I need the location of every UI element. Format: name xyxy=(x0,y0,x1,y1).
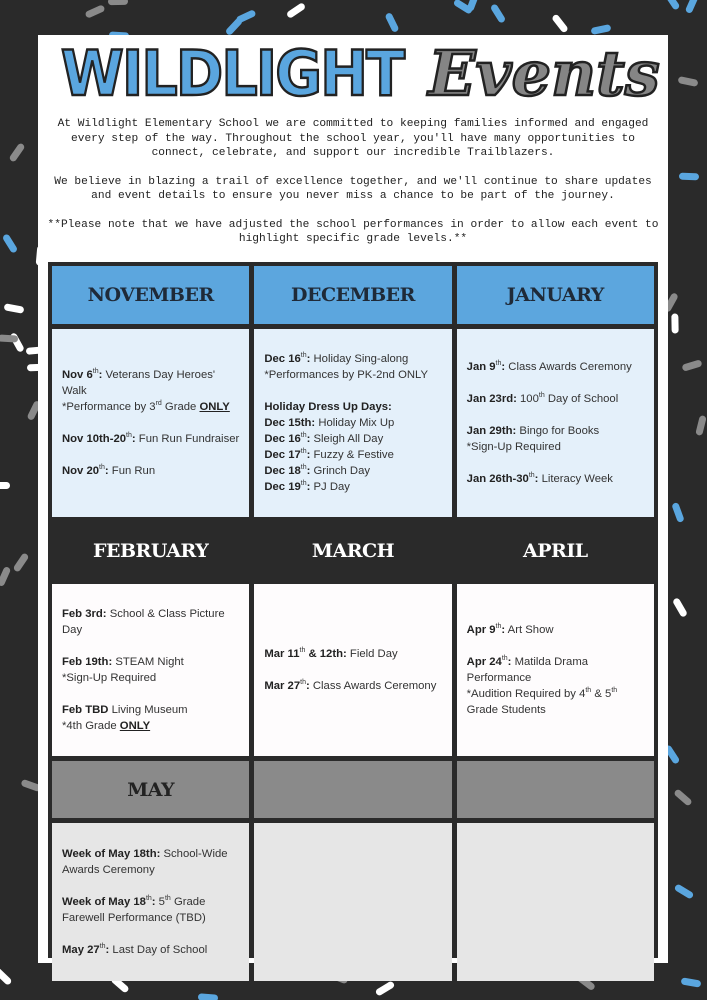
month-header: APRIL xyxy=(457,522,654,579)
event-item xyxy=(62,367,239,415)
event-text: th xyxy=(528,472,535,480)
event-date: Nov 10th-20 xyxy=(62,433,127,445)
event-line xyxy=(264,479,441,495)
event-line xyxy=(467,359,644,375)
event-item xyxy=(62,702,239,734)
month-events-cell xyxy=(254,823,451,981)
intro-paragraph: At Wildlight Elementary School we are committed to keeping families informed and engaged every step of the way. Throughout the school year, you'll have many opportunities to connect, celebrate, and support our incredible Trailblazers. xyxy=(57,118,649,159)
confetti-dash xyxy=(0,482,10,489)
event-text: th xyxy=(145,895,152,903)
title-wildlight: WILDLIGHT xyxy=(61,37,404,110)
event-text: Grinch Day xyxy=(310,465,371,477)
month-header xyxy=(457,761,654,818)
event-text: Fun Run Fundraiser xyxy=(135,433,240,445)
event-text: STEAM Night xyxy=(112,656,184,668)
event-text: Living Museum xyxy=(108,704,188,716)
month-events-cell xyxy=(254,329,451,517)
month-events-cell xyxy=(254,584,451,756)
confetti-dash xyxy=(0,967,12,986)
event-text: th xyxy=(585,687,592,695)
event-date: Dec 16 xyxy=(264,433,301,445)
month-header: MAY xyxy=(52,761,249,818)
event-line xyxy=(264,678,441,694)
event-text: Grade xyxy=(161,401,200,413)
event-text: th xyxy=(92,368,99,376)
event-date: : xyxy=(534,473,539,485)
event-line xyxy=(264,415,441,431)
confetti-dash xyxy=(84,4,105,19)
event-text: *Sign-Up Required xyxy=(62,672,157,684)
event-text: th xyxy=(300,480,307,488)
event-text: *Performances by PK-2nd ONLY xyxy=(264,369,428,381)
confetti-dash xyxy=(590,24,611,35)
event-text: th xyxy=(611,687,618,695)
event-date: Nov 6 xyxy=(62,369,93,381)
confetti-dash xyxy=(663,0,680,11)
event-line xyxy=(264,431,441,447)
event-text: School-Wide Awards Ceremony xyxy=(62,848,228,876)
event-date: : xyxy=(306,465,311,477)
event-text: th xyxy=(495,360,502,368)
month-events-cell xyxy=(52,584,249,756)
event-date: : xyxy=(306,481,311,493)
event-date: Week of May 18th: xyxy=(62,848,161,860)
page-title xyxy=(38,37,668,109)
event-line xyxy=(467,471,644,487)
confetti-dash xyxy=(0,565,11,586)
event-item xyxy=(62,606,239,638)
event-text: th xyxy=(164,895,171,903)
event-line xyxy=(467,439,644,455)
event-item xyxy=(264,678,441,694)
event-item xyxy=(467,622,644,638)
confetti-dash xyxy=(672,313,679,333)
event-text: School & Class Picture Day xyxy=(62,608,225,636)
confetti-dash xyxy=(490,3,507,24)
event-line xyxy=(264,463,441,479)
event-date: : xyxy=(98,369,103,381)
event-item xyxy=(264,399,441,495)
confetti-dash xyxy=(0,335,18,343)
confetti-dash xyxy=(695,415,707,436)
event-text: 100 xyxy=(516,393,539,405)
event-date: : xyxy=(151,896,156,908)
event-line xyxy=(62,431,239,447)
event-date: Feb 3rd: xyxy=(62,608,107,620)
event-item xyxy=(467,423,644,455)
event-text: th xyxy=(99,943,106,951)
event-line xyxy=(62,942,239,958)
month-events-cell xyxy=(457,329,654,517)
event-text: th xyxy=(300,352,307,360)
confetti-dash xyxy=(1,233,18,254)
event-line xyxy=(467,686,644,718)
event-line xyxy=(467,423,644,439)
event-line xyxy=(467,654,644,686)
month-header: MARCH xyxy=(254,522,451,579)
event-date: Jan 9 xyxy=(466,361,496,373)
event-date: & 12th: xyxy=(305,648,347,660)
confetti-dash xyxy=(236,9,257,24)
event-date: Dec 19 xyxy=(264,481,301,493)
event-text: th xyxy=(300,448,307,456)
event-date: May 27 xyxy=(62,944,100,956)
event-date: : xyxy=(105,944,110,956)
confetti-dash xyxy=(680,977,701,987)
event-text: th xyxy=(126,432,132,440)
event-text: th xyxy=(300,679,306,687)
event-date: Nov 20 xyxy=(62,465,100,477)
event-date: : xyxy=(131,433,136,445)
event-line xyxy=(264,367,441,383)
month-events-cell xyxy=(52,329,249,517)
event-date: Mar 11 xyxy=(264,648,300,660)
event-line xyxy=(62,670,239,686)
confetti-dash xyxy=(672,502,685,523)
event-text: th xyxy=(538,392,545,400)
event-text: Class Awards Ceremony xyxy=(309,680,437,692)
confetti-dash xyxy=(673,788,693,806)
confetti-dash xyxy=(108,0,128,5)
event-text: th xyxy=(300,432,307,440)
event-date: : xyxy=(306,449,311,461)
event-date: Jan 23rd: xyxy=(466,393,517,405)
event-line xyxy=(264,351,441,367)
event-line xyxy=(264,447,441,463)
event-text: Art Show xyxy=(505,624,554,636)
event-line xyxy=(62,894,239,926)
month-events-cell xyxy=(457,584,654,756)
event-date: : xyxy=(306,433,311,445)
event-text: Veterans Day Heroes' Walk xyxy=(62,369,216,397)
confetti-dash xyxy=(682,359,703,372)
confetti-dash xyxy=(9,143,26,163)
event-text: Last Day of School xyxy=(109,944,208,956)
event-text: Grade Farewell Performance (TBD) xyxy=(62,896,206,924)
event-date: Feb 19th: xyxy=(62,656,113,668)
event-date: Jan 29th: xyxy=(466,425,517,437)
event-text: ONLY xyxy=(199,401,230,413)
confetti-dash xyxy=(375,980,396,996)
month-header: DECEMBER xyxy=(254,266,451,324)
event-date: Feb TBD xyxy=(62,704,109,716)
event-date: Dec 15th: xyxy=(264,417,316,429)
event-date: : xyxy=(507,656,512,668)
event-date: : xyxy=(501,624,506,636)
event-line xyxy=(467,391,644,407)
event-text: Field Day xyxy=(346,648,398,660)
event-item xyxy=(467,471,644,487)
month-header: FEBRUARY xyxy=(52,522,249,579)
event-text: ONLY xyxy=(119,720,151,732)
confetti-dash xyxy=(685,0,700,14)
event-date: Apr 24 xyxy=(466,656,502,668)
event-line xyxy=(264,399,441,415)
confetti-dash xyxy=(672,597,688,618)
event-date: Jan 26th-30 xyxy=(466,473,529,485)
event-line xyxy=(62,606,239,638)
event-text: Literacy Week xyxy=(538,473,613,485)
event-line xyxy=(62,399,239,415)
event-date: : xyxy=(305,680,310,692)
event-text: 5 xyxy=(155,896,165,908)
event-item xyxy=(62,431,239,447)
event-text: *Performance by 3 xyxy=(62,401,156,413)
event-text: Holiday Mix Up xyxy=(315,417,395,429)
title-events: Events xyxy=(428,37,660,110)
event-line xyxy=(62,463,239,479)
event-date: : xyxy=(104,465,109,477)
confetti-dash xyxy=(12,552,29,572)
event-text: th xyxy=(300,464,307,472)
event-text: *Audition Required by 4 xyxy=(466,688,586,700)
event-line xyxy=(467,622,644,638)
month-events-cell xyxy=(457,823,654,981)
confetti-dash xyxy=(3,303,24,314)
event-date: Holiday Dress Up Days: xyxy=(264,401,392,413)
event-text: Grade Students xyxy=(466,704,546,716)
event-text: & 5 xyxy=(591,688,612,700)
event-date: Dec 17 xyxy=(264,449,301,461)
confetti-dash xyxy=(385,12,400,33)
event-text: Fuzzy & Festive xyxy=(310,449,394,461)
event-text: *Sign-Up Required xyxy=(466,441,561,453)
event-date: : xyxy=(501,361,506,373)
confetti-dash xyxy=(466,0,480,12)
event-text: th xyxy=(299,647,306,655)
intro-paragraph: We believe in blazing a trail of excellence together, and we'll continue to share updates and event details to ensure you never miss a chance to be part of the journey. xyxy=(54,175,652,202)
event-date: Mar 27 xyxy=(264,680,301,692)
event-text: th xyxy=(99,464,105,472)
event-item xyxy=(62,846,239,878)
confetti-dash xyxy=(674,884,695,900)
event-date: Dec 16 xyxy=(264,353,301,365)
event-line xyxy=(62,702,239,718)
event-line xyxy=(62,718,239,734)
confetti-dash xyxy=(679,172,699,180)
event-item xyxy=(62,463,239,479)
intro-text xyxy=(43,117,663,247)
event-date: Apr 9 xyxy=(466,624,496,636)
intro-note: **Please note that we have adjusted the school performances in order to allow each event to highlight specific grade levels.** xyxy=(47,218,659,245)
event-item xyxy=(264,351,441,383)
event-text: rd xyxy=(155,400,162,408)
event-item xyxy=(264,646,441,662)
event-item xyxy=(467,391,644,407)
event-text: Day of School xyxy=(544,393,619,405)
event-text: th xyxy=(495,623,502,631)
event-item xyxy=(62,654,239,686)
month-header: JANUARY xyxy=(457,266,654,324)
confetti-dash xyxy=(551,13,569,33)
event-date: Dec 18 xyxy=(264,465,301,477)
confetti-dash xyxy=(286,2,306,19)
event-text: Class Awards Ceremony xyxy=(505,361,632,373)
event-item xyxy=(467,359,644,375)
confetti-dash xyxy=(198,993,218,1000)
month-events-cell xyxy=(52,823,249,981)
event-text: th xyxy=(501,655,508,663)
event-line xyxy=(264,646,441,662)
event-item xyxy=(467,654,644,718)
event-text: Fun Run xyxy=(108,465,156,477)
event-text: PJ Day xyxy=(310,481,350,493)
event-text: Matilda Drama Performance xyxy=(466,656,589,684)
event-line xyxy=(62,367,239,399)
event-text: Holiday Sing-along xyxy=(310,353,409,365)
month-header xyxy=(254,761,451,818)
event-line xyxy=(62,846,239,878)
event-item xyxy=(62,894,239,926)
event-line xyxy=(62,654,239,670)
event-date: Week of May 18 xyxy=(62,896,146,908)
event-date: : xyxy=(306,353,311,365)
month-header: NOVEMBER xyxy=(52,266,249,324)
confetti-dash xyxy=(677,76,698,87)
event-text: Sleigh All Day xyxy=(310,433,384,445)
event-item xyxy=(62,942,239,958)
event-text: Bingo for Books xyxy=(516,425,600,437)
event-text: *4th Grade xyxy=(62,720,120,732)
events-calendar-grid xyxy=(48,262,658,958)
